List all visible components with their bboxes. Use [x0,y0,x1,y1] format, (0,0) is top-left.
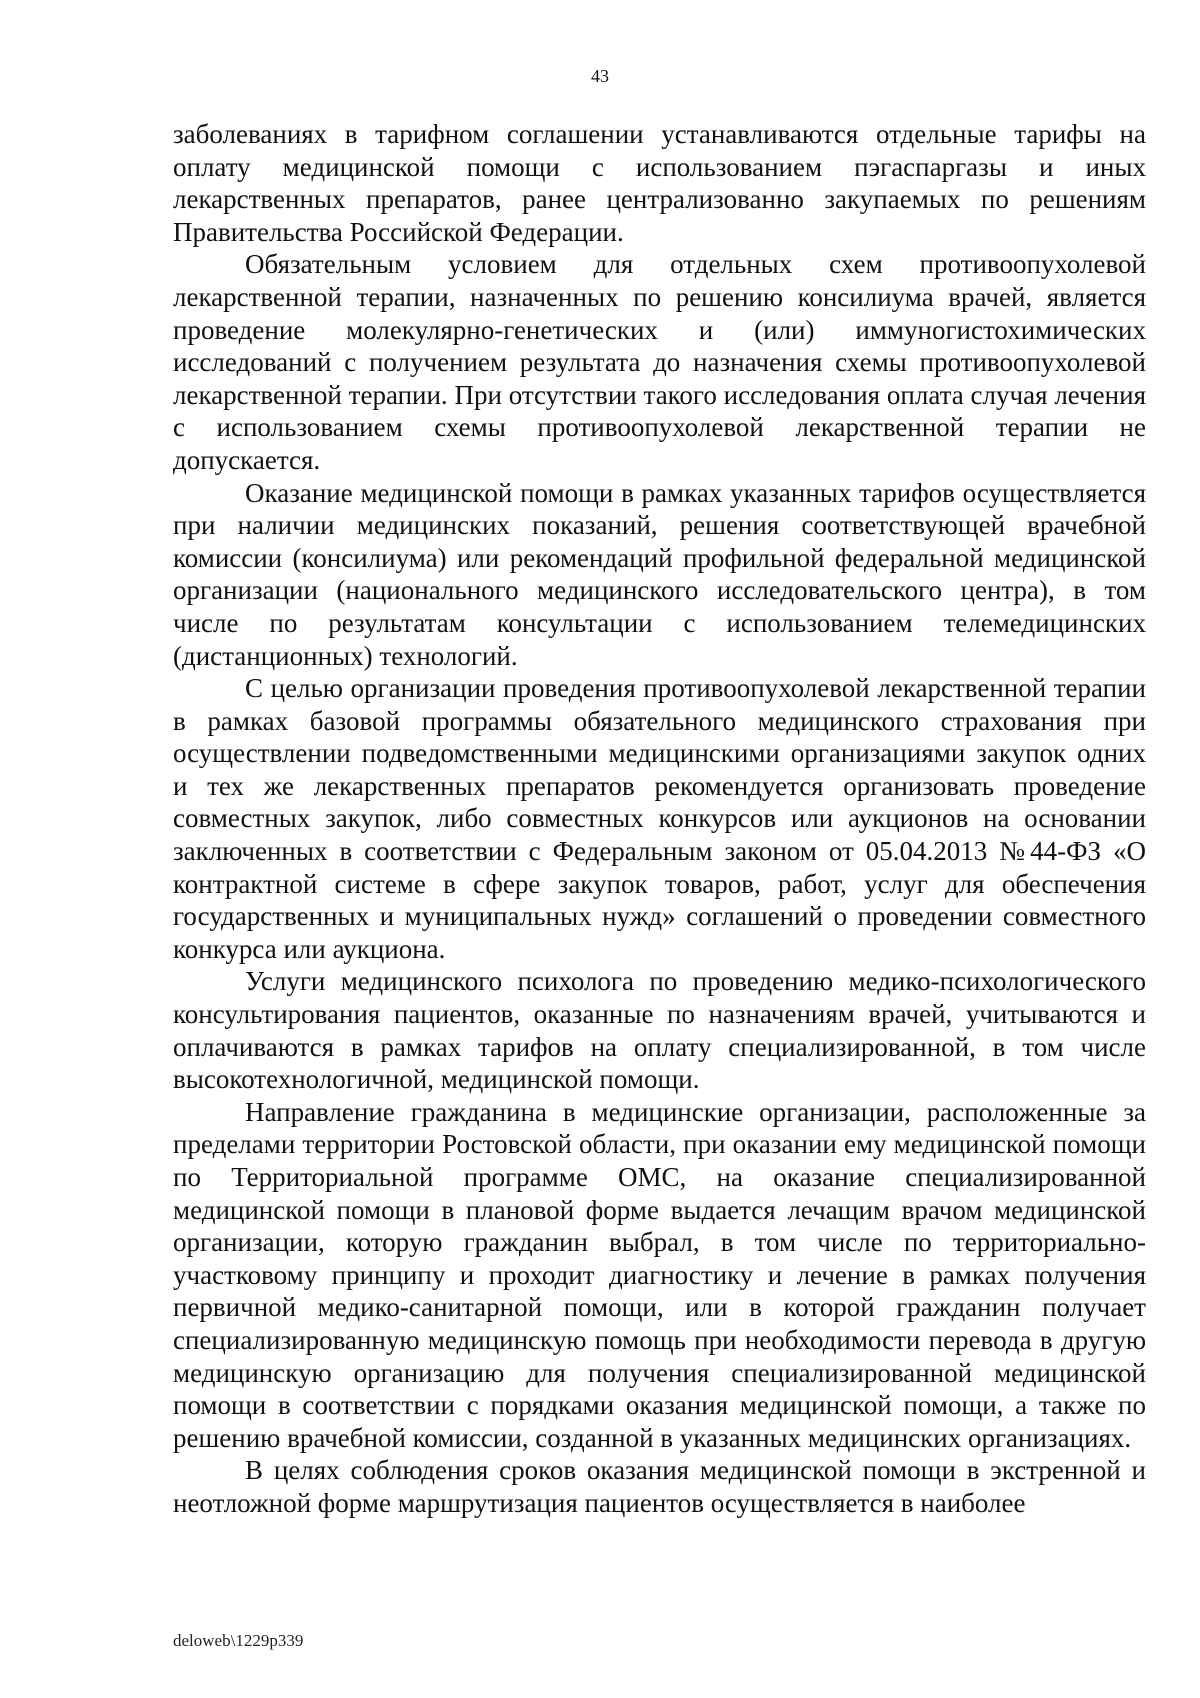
paragraph-tariff-provision: Оказание медицинской помощи в рамках указанных тарифов осуществляется при наличии медицинских показаний, решения соответствующей врачебной комиссии (консилиума) или рекомендаций профильной федеральной медицинской организации (национального медицинского исследовательского центра), в том числе по результатам консультации с использованием телемедицинских (дистанционных) технологий. [173,477,1146,671]
paragraph-emergency-routing: В целях соблюдения сроков оказания медицинской помощи в экстренной и неотложной форме маршрутизация пациентов осуществляется в наиболее [173,1455,1146,1518]
paragraph-joint-procurement: С целью организации проведения противоопухолевой лекарственной терапии в рамках базовой программы обязательного медицинского страхования при осуществлении подведомственными медицинскими организациями закупок одних и тех же лекарственных препаратов рекомендуется организовать проведение совместных закупок, либо совместных конкурсов или аукционов на основании заключенных в соответствии с Федеральным законом от 05.04.2013 №44-ФЗ «О контрактной системе в сфере закупок товаров, работ, услуг для обеспечения государственных и муниципальных нужд» соглашений о проведении совместного конкурса или аукциона. [173,673,1146,964]
paragraph-mandatory-condition: Обязательным условием для отдельных схем противоопухолевой лекарственной терапии, назначенных по решению консилиума врачей, является проведение молекулярно-генетических и (или) иммуногистохимических исследований с получением результата до назначения схемы противоопухолевой лекарственной терапии. При отсутствии такого исследования оплата случая лечения с использованием схемы противоопухолевой лекарственной терапии не допускается. [173,249,1146,475]
footer-document-code: deloweb\1229p339 [173,1631,304,1650]
document-body [173,118,1146,1520]
paragraph-continuation: заболеваниях в тарифном соглашении устанавливаются отдельные тарифы на оплату медицинской помощи с использованием пэгаспаргазы и иных лекарственных препаратов, ранее централизованно закупаемых по решениям Правительства Российской Федерации. [173,119,1146,247]
paragraph-patient-referral: Направление гражданина в медицинские организации, расположенные за пределами территории Ростовской области, при оказании ему медицинской помощи по Территориальной программе ОМС, на оказание специализированной медицинской помощи в плановой форме выдается лечащим врачом медицинской организации, которую гражданин выбрал, в том числе по территориально-участковому принципу и проходит диагностику и лечение в рамках получения первичной медико-санитарной помощи, или в которой гражданин получает специализированную медицинскую помощь при необходимости перевода в другую медицинскую организацию для получения специализированной медицинской помощи в соответствии с порядками оказания медицинской помощи, а также по решению врачебной комиссии, созданной в указанных медицинских организациях. [173,1096,1146,1453]
page-number: 43 [591,66,609,86]
paragraph-psychologist-services: Услуги медицинского психолога по проведению медико-психологического консультирования пациентов, оказанные по назначениям врачей, учитываются и оплачиваются в рамках тарифов на оплату специализированной, в том числе высокотехнологичной, медицинской помощи. [173,966,1146,1095]
